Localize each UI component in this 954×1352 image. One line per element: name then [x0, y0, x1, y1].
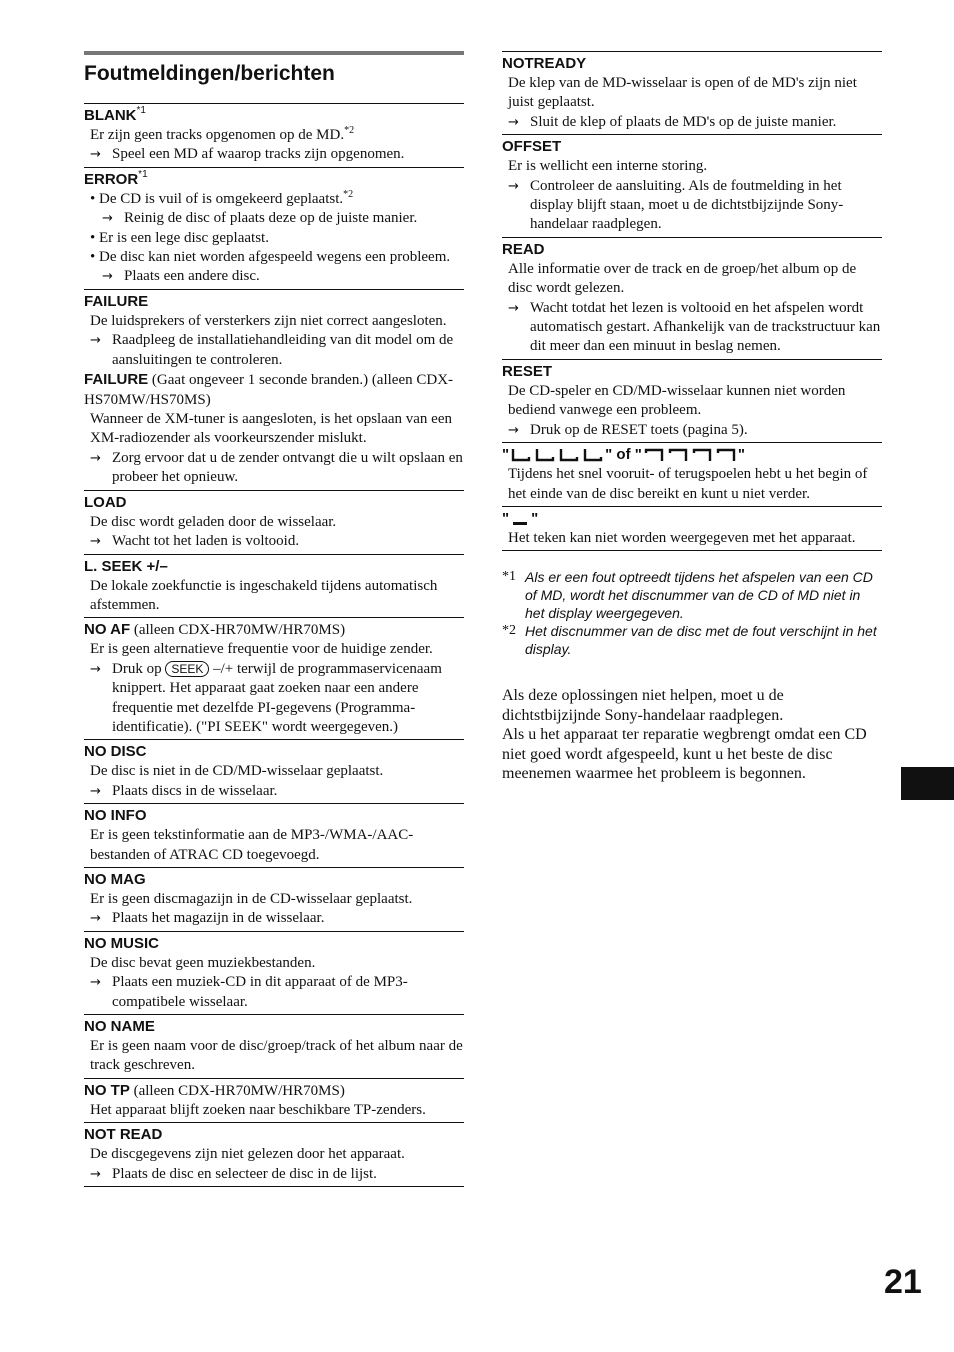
- quote-mark: ": [737, 446, 745, 464]
- remedy-text: Druk op de RESET toets (pagina 5).: [530, 421, 748, 438]
- error-code-label: NO MUSIC: [84, 934, 159, 952]
- arrow-icon: →: [90, 975, 101, 991]
- arrow-icon: →: [508, 422, 519, 438]
- description: [84, 1145, 464, 1164]
- arrow-icon: →: [90, 450, 101, 466]
- remedy: [84, 660, 464, 738]
- footnote: [502, 568, 882, 622]
- description-text: Er is geen tekstinformatie aan de MP3-/WMA-/AAC-bestanden of ATRAC CD toegevoegd.: [90, 827, 414, 863]
- error-entry: [84, 554, 464, 618]
- arrow-icon: →: [508, 300, 519, 316]
- bullet-mark: •: [90, 229, 100, 246]
- description: [502, 529, 882, 548]
- section-tab: [901, 767, 954, 800]
- arrow-icon: →: [90, 1166, 101, 1182]
- arrow-icon: →: [90, 661, 101, 677]
- error-code: [84, 620, 464, 640]
- right-entries: [502, 51, 882, 551]
- error-code-label: NO MAG: [84, 870, 146, 888]
- remedy-text: Plaats een andere disc.: [124, 268, 260, 285]
- arrow-icon: →: [90, 534, 101, 550]
- footnotes: [502, 568, 882, 658]
- footnote-ref: *1: [136, 105, 146, 116]
- description: [84, 513, 464, 532]
- error-code: [502, 137, 882, 157]
- segment-top-icon: [644, 448, 664, 462]
- closing-text: [502, 686, 882, 783]
- title-rule: [84, 51, 464, 55]
- error-note: (Gaat ongeveer 1 seconde branden.) (alleen CDX-HS70MW/HS70MS): [84, 372, 454, 409]
- description: [502, 157, 882, 176]
- remedy: [84, 532, 464, 551]
- remedy: [502, 113, 882, 132]
- remedy-text: Zorg ervoor dat u de zender ontvangt die u wilt opslaan en probeer het opnieuw.: [112, 449, 463, 486]
- or-text: of: [612, 446, 635, 464]
- footnote-ref: *1: [138, 168, 148, 180]
- segment-bottom-icon: [511, 448, 531, 462]
- left-column: [84, 51, 464, 1187]
- error-code: [84, 934, 464, 954]
- error-code-label: BLANK: [84, 107, 137, 124]
- description-text: De klep van de MD-wisselaar is open of de MD's zijn niet juist geplaatst.: [508, 75, 857, 111]
- error-code-label: NO INFO: [84, 807, 147, 825]
- remedy: [84, 973, 464, 1012]
- footnote-mark: *1: [502, 569, 516, 585]
- error-code-label: LOAD: [84, 493, 127, 511]
- error-entry: [84, 739, 464, 803]
- description-text: Tijdens het snel vooruit- of terugspoelen hebt u het begin of het einde van de disc bereikt en kunt u niet verder.: [508, 466, 868, 502]
- description-text: Er is geen discmagazijn in de CD-wisselaar geplaatst.: [90, 890, 413, 907]
- error-code: [502, 509, 882, 529]
- bullet-text: De disc kan niet worden afgespeeld wegens een probleem.: [99, 249, 451, 266]
- description-text: Er is geen naam voor de disc/groep/track of het album naar de track geschreven.: [90, 1038, 463, 1074]
- error-code: [84, 370, 464, 410]
- remedy: [84, 782, 464, 801]
- remedy: [502, 421, 882, 440]
- remedy-text: Druk op: [112, 660, 166, 677]
- segment-top-icon: [692, 448, 712, 462]
- arrow-icon: →: [508, 114, 519, 130]
- description-text: De discgegevens zijn niet gelezen door het apparaat.: [90, 1146, 405, 1163]
- error-code-label: READ: [502, 240, 545, 258]
- remedy-text: Plaats het magazijn in de wisselaar.: [112, 910, 325, 927]
- description-text: De disc is niet in de CD/MD-wisselaar geplaatst.: [90, 763, 384, 780]
- arrow-icon: →: [508, 178, 519, 194]
- error-code: [84, 806, 464, 826]
- error-code-label: NOTREADY: [502, 55, 587, 72]
- bullet-text: De CD is vuil of is omgekeerd geplaatst.: [99, 190, 344, 207]
- error-code: [84, 1081, 464, 1101]
- bullet-item: [84, 229, 464, 248]
- description: [502, 260, 882, 299]
- footnote-text: Als er een fout optreedt tijdens het afspelen van een CD of MD, wordt het discnummer van de CD of MD niet in het display weergegeven.: [525, 569, 873, 622]
- error-code: [84, 170, 464, 190]
- error-code: [502, 445, 882, 465]
- error-code: [84, 557, 464, 577]
- error-code: [84, 493, 464, 513]
- description-text: De disc bevat geen muziekbestanden.: [90, 954, 316, 971]
- description: [84, 312, 464, 331]
- remedy: [84, 449, 464, 488]
- arrow-icon: →: [102, 269, 113, 285]
- error-code-label: NO TP: [84, 1081, 130, 1099]
- error-code-label: L. SEEK +/–: [84, 557, 168, 575]
- description-text: Er zijn geen tracks opgenomen op de MD.: [90, 127, 345, 143]
- bullet-item: [84, 248, 464, 267]
- remedy-text: Plaats een muziek-CD in dit apparaat of de MP3-compatibele wisselaar.: [112, 974, 408, 1010]
- description-text: Het teken kan niet worden weergegeven met het apparaat.: [508, 529, 856, 546]
- error-entry: [84, 289, 464, 490]
- arrow-icon: →: [90, 333, 101, 349]
- error-entry: [84, 490, 464, 554]
- arrow-icon: →: [90, 147, 101, 163]
- description: [84, 1037, 464, 1076]
- remedy-text: Sluit de klep of plaats de MD's op de juiste manier.: [530, 113, 837, 130]
- error-entry: [502, 51, 882, 134]
- error-entry: [84, 1122, 464, 1187]
- remedy-text: Raadpleeg de installatiehandleiding van dit model om de aansluitingen te controleren.: [112, 332, 454, 368]
- description-text: Het apparaat blijft zoeken naar beschikbare TP-zenders.: [90, 1101, 426, 1118]
- error-code-label: RESET: [502, 362, 553, 380]
- error-entry: [84, 167, 464, 289]
- error-code-label: OFFSET: [502, 138, 562, 156]
- error-code-label: NO AF: [84, 621, 131, 639]
- error-entry: [84, 1078, 464, 1122]
- description: [84, 762, 464, 781]
- remedy: [502, 299, 882, 357]
- error-code: [84, 742, 464, 762]
- description: [84, 826, 464, 865]
- description: [84, 890, 464, 909]
- description: [502, 382, 882, 421]
- error-entry: [84, 931, 464, 1014]
- description-text: De luidsprekers of versterkers zijn niet correct aangesloten.: [90, 312, 447, 329]
- remedy-text: Plaats discs in de wisselaar.: [112, 782, 278, 799]
- quote-mark: ": [634, 446, 642, 464]
- remedy: [84, 1165, 464, 1184]
- error-code-label: FAILURE: [84, 371, 149, 389]
- bullet-text: Er is een lege disc geplaatst.: [99, 229, 269, 246]
- description: [84, 126, 464, 145]
- page-number: 21: [884, 1263, 922, 1301]
- remedy: [84, 209, 464, 228]
- remedy: [502, 177, 882, 235]
- description: [84, 640, 464, 659]
- remedy-text: –/+ terwijl de programmaservicenaam knippert. Het apparaat gaat zoeken naar een andere frequentie met dezelfde PI-gegevens (Programma-identificatie). ("PI SEEK" wordt weergegeven.): [112, 660, 442, 735]
- error-code: [502, 54, 882, 74]
- bullet-mark: •: [90, 249, 100, 266]
- description-text: De disc wordt geladen door de wisselaar.: [90, 513, 337, 530]
- closing-paragraph: Als deze oplossingen niet helpen, moet u de dichtstbijzijnde Sony-handelaar raadplegen.: [502, 687, 784, 724]
- quote-mark: ": [502, 509, 510, 527]
- quote-mark: ": [502, 446, 510, 464]
- seek-button-symbol: SEEK: [165, 661, 209, 677]
- footnote-ref: *2: [344, 125, 355, 136]
- error-entry: [84, 867, 464, 931]
- remedy-text: Plaats de disc en selecteer de disc in de lijst.: [112, 1165, 377, 1182]
- remedy: [84, 909, 464, 928]
- quote-mark: ": [531, 509, 539, 527]
- segment-bottom-icon: [535, 448, 555, 462]
- description-text: Wanneer de XM-tuner is aangesloten, is het opslaan van een XM-radiozender als voorkeurszender mislukt.: [90, 411, 452, 447]
- description: [84, 410, 464, 449]
- error-code: [84, 292, 464, 312]
- arrow-icon: →: [102, 211, 113, 227]
- segment-bottom-icon: [583, 448, 603, 462]
- error-code: [502, 362, 882, 382]
- remedy: [84, 145, 464, 164]
- description-text: Er is geen alternatieve frequentie voor de huidige zender.: [90, 641, 433, 658]
- error-code-label: NOT READ: [84, 1126, 163, 1144]
- error-entry: [502, 237, 882, 359]
- description: [502, 465, 882, 504]
- footnote: [502, 622, 882, 658]
- left-entries: [84, 103, 464, 1187]
- error-entry: [84, 617, 464, 739]
- description: [502, 74, 882, 113]
- description: [84, 1101, 464, 1120]
- bullet-item: [84, 190, 464, 209]
- description: [84, 954, 464, 973]
- description-text: De CD-speler en CD/MD-wisselaar kunnen niet worden bediend vanwege een probleem.: [508, 382, 846, 419]
- remedy-text: Controleer de aansluiting. Als de foutmelding in het display blijft staan, moet u de dichtstbijzijnde Sony-handelaar raadplegen.: [530, 177, 844, 233]
- error-code-label: ERROR: [84, 170, 139, 188]
- error-code-label: NO NAME: [84, 1018, 155, 1035]
- error-code: [84, 1125, 464, 1145]
- description: [84, 577, 464, 616]
- underscore-symbol: [513, 522, 527, 525]
- footnote-ref: *2: [343, 188, 354, 200]
- error-entry: [84, 103, 464, 167]
- remedy: [84, 331, 464, 370]
- error-entry: [502, 359, 882, 442]
- remedy: [84, 267, 464, 286]
- error-entry: [502, 506, 882, 551]
- remedy-text: Wacht tot het laden is voltooid.: [112, 533, 300, 550]
- arrow-icon: →: [90, 783, 101, 799]
- quote-mark: ": [605, 446, 613, 464]
- error-entry: [84, 1014, 464, 1078]
- footnote-mark: *2: [502, 623, 516, 639]
- segment-top-icon: [716, 448, 736, 462]
- description-text: Er is wellicht een interne storing.: [508, 158, 708, 175]
- bullet-mark: •: [90, 190, 100, 207]
- error-code: [84, 106, 464, 126]
- error-code: [84, 1017, 464, 1037]
- error-note: (alleen CDX-HR70MW/HR70MS): [129, 1082, 345, 1099]
- footnote-text: Het discnummer van de disc met de fout verschijnt in het display.: [525, 623, 877, 658]
- error-entry: [502, 442, 882, 506]
- error-entry: [502, 134, 882, 237]
- remedy-text: Speel een MD af waarop tracks zijn opgenomen.: [112, 146, 405, 163]
- error-note: (alleen CDX-HR70MW/HR70MS): [130, 622, 346, 639]
- segment-top-icon: [668, 448, 688, 462]
- remedy-text: Wacht totdat het lezen is voltooid en het afspelen wordt automatisch gestart. Afhankelijk van de trackstructuur kan dit meer dan een minuut in beslag nemen.: [530, 299, 881, 355]
- description-text: Alle informatie over de track en de groep/het album op de disc wordt gelezen.: [508, 260, 857, 297]
- segment-bottom-icon: [559, 448, 579, 462]
- error-code-label: NO DISC: [84, 743, 147, 761]
- error-code: [84, 870, 464, 890]
- page-title: Foutmeldingen/berichten: [84, 62, 335, 85]
- error-entry: [84, 803, 464, 867]
- error-code-label: FAILURE: [84, 292, 149, 310]
- remedy-text: Reinig de disc of plaats deze op de juiste manier.: [124, 210, 418, 227]
- description-text: De lokale zoekfunctie is ingeschakeld tijdens automatisch afstemmen.: [90, 577, 438, 613]
- error-code: [502, 240, 882, 260]
- closing-paragraph: Als u het apparaat ter reparatie wegbrengt omdat een CD niet goed wordt afgespeeld, kunt u het beste de disc meenemen waarmee het probleem is begonnen.: [502, 726, 867, 782]
- arrow-icon: →: [90, 911, 101, 927]
- right-column: [502, 51, 882, 783]
